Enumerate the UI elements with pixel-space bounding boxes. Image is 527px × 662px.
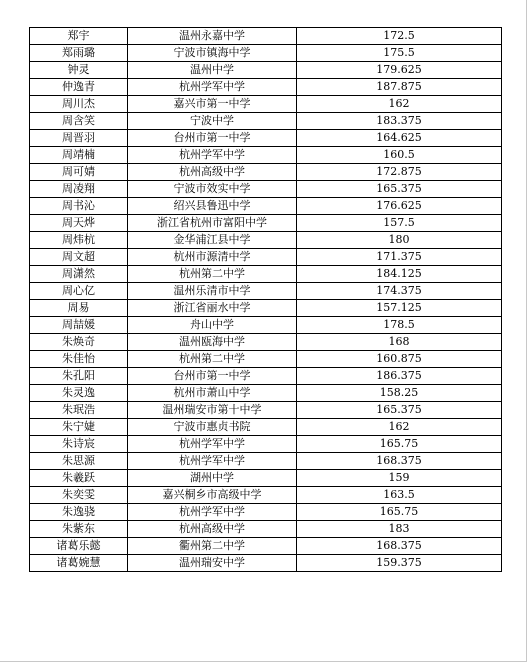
- score-cell: 180: [297, 232, 502, 249]
- name-cell: 朱诗宸: [30, 436, 128, 453]
- name-cell: 郑雨璐: [30, 45, 128, 62]
- name-cell: 周靖楠: [30, 147, 128, 164]
- score-cell: 158.25: [297, 385, 502, 402]
- name-cell: 诸葛婉慧: [30, 555, 128, 572]
- name-cell: 周晋羽: [30, 130, 128, 147]
- name-cell: 朱羲跃: [30, 470, 128, 487]
- score-cell: 168: [297, 334, 502, 351]
- school-cell: 浙江省杭州市富阳中学: [128, 215, 297, 232]
- table-row: [30, 113, 502, 130]
- school-cell: 衢州第二中学: [128, 538, 297, 555]
- score-table: [29, 27, 502, 572]
- school-cell: 杭州学军中学: [128, 147, 297, 164]
- name-cell: 朱逸骁: [30, 504, 128, 521]
- score-cell: 174.375: [297, 283, 502, 300]
- name-cell: 周凌翔: [30, 181, 128, 198]
- name-cell: 朱焕奇: [30, 334, 128, 351]
- school-cell: 温州乐清市中学: [128, 283, 297, 300]
- score-cell: 168.375: [297, 538, 502, 555]
- table-row: [30, 487, 502, 504]
- score-cell: 157.125: [297, 300, 502, 317]
- score-cell: 162: [297, 96, 502, 113]
- table-row: [30, 45, 502, 62]
- name-cell: 周川杰: [30, 96, 128, 113]
- table-row: [30, 470, 502, 487]
- school-cell: 温州瑞安中学: [128, 555, 297, 572]
- score-cell: 186.375: [297, 368, 502, 385]
- school-cell: 杭州市萧山中学: [128, 385, 297, 402]
- score-cell: 165.75: [297, 504, 502, 521]
- name-cell: 周炜杭: [30, 232, 128, 249]
- name-cell: 朱灵逸: [30, 385, 128, 402]
- school-cell: 宁波市效实中学: [128, 181, 297, 198]
- name-cell: 朱紫东: [30, 521, 128, 538]
- score-cell: 159.375: [297, 555, 502, 572]
- name-cell: 朱奕雯: [30, 487, 128, 504]
- name-cell: 周喆媛: [30, 317, 128, 334]
- score-cell: 179.625: [297, 62, 502, 79]
- table-row: [30, 521, 502, 538]
- score-cell: 160.875: [297, 351, 502, 368]
- score-cell: 165.375: [297, 402, 502, 419]
- score-cell: 172.5: [297, 28, 502, 45]
- score-cell: 178.5: [297, 317, 502, 334]
- score-cell: 171.375: [297, 249, 502, 266]
- table-row: [30, 215, 502, 232]
- name-cell: 朱佳怡: [30, 351, 128, 368]
- school-cell: 浙江省丽水中学: [128, 300, 297, 317]
- school-cell: 嘉兴桐乡市高级中学: [128, 487, 297, 504]
- table-row: [30, 283, 502, 300]
- school-cell: 杭州学军中学: [128, 453, 297, 470]
- score-cell: 168.375: [297, 453, 502, 470]
- school-cell: 温州瓯海中学: [128, 334, 297, 351]
- school-cell: 宁波市镇海中学: [128, 45, 297, 62]
- score-cell: 172.875: [297, 164, 502, 181]
- score-cell: 187.875: [297, 79, 502, 96]
- score-cell: 157.5: [297, 215, 502, 232]
- name-cell: 周书沁: [30, 198, 128, 215]
- table-row: [30, 300, 502, 317]
- name-cell: 郑宇: [30, 28, 128, 45]
- table-row: [30, 504, 502, 521]
- table-row: [30, 164, 502, 181]
- name-cell: 朱珉浩: [30, 402, 128, 419]
- school-cell: 湖州中学: [128, 470, 297, 487]
- score-cell: 162: [297, 419, 502, 436]
- table-row: [30, 317, 502, 334]
- school-cell: 温州中学: [128, 62, 297, 79]
- school-cell: 宁波市惠贞书院: [128, 419, 297, 436]
- school-cell: 杭州第二中学: [128, 351, 297, 368]
- score-cell: 175.5: [297, 45, 502, 62]
- score-cell: 159: [297, 470, 502, 487]
- score-cell: 165.375: [297, 181, 502, 198]
- score-cell: 176.625: [297, 198, 502, 215]
- name-cell: 周心亿: [30, 283, 128, 300]
- table-row: [30, 96, 502, 113]
- score-cell: 164.625: [297, 130, 502, 147]
- name-cell: 周易: [30, 300, 128, 317]
- name-cell: 仲逸青: [30, 79, 128, 96]
- score-cell: 165.75: [297, 436, 502, 453]
- school-cell: 杭州学军中学: [128, 79, 297, 96]
- name-cell: 钟灵: [30, 62, 128, 79]
- table-row: [30, 232, 502, 249]
- table-row: [30, 555, 502, 572]
- school-cell: 绍兴县鲁迅中学: [128, 198, 297, 215]
- table-row: [30, 130, 502, 147]
- score-cell: 163.5: [297, 487, 502, 504]
- school-cell: 舟山中学: [128, 317, 297, 334]
- table-row: [30, 198, 502, 215]
- score-cell: 183.375: [297, 113, 502, 130]
- name-cell: 周文超: [30, 249, 128, 266]
- school-cell: 嘉兴市第一中学: [128, 96, 297, 113]
- table-row: [30, 181, 502, 198]
- table-row: [30, 249, 502, 266]
- table-row: [30, 453, 502, 470]
- school-cell: 台州市第一中学: [128, 130, 297, 147]
- score-table-body: [30, 28, 502, 572]
- table-row: [30, 538, 502, 555]
- table-row: [30, 419, 502, 436]
- school-cell: 金华浦江县中学: [128, 232, 297, 249]
- table-row: [30, 351, 502, 368]
- school-cell: 温州永嘉中学: [128, 28, 297, 45]
- table-row: [30, 436, 502, 453]
- school-cell: 杭州学军中学: [128, 436, 297, 453]
- score-cell: 183: [297, 521, 502, 538]
- table-row: [30, 79, 502, 96]
- name-cell: 周含笑: [30, 113, 128, 130]
- table-row: [30, 334, 502, 351]
- name-cell: 周潇然: [30, 266, 128, 283]
- name-cell: 朱思源: [30, 453, 128, 470]
- table-row: [30, 385, 502, 402]
- table-row: [30, 368, 502, 385]
- score-cell: 184.125: [297, 266, 502, 283]
- table-row: [30, 147, 502, 164]
- table-row: [30, 62, 502, 79]
- name-cell: 周天烨: [30, 215, 128, 232]
- school-cell: 杭州市源清中学: [128, 249, 297, 266]
- table-row: [30, 402, 502, 419]
- name-cell: 朱宁婕: [30, 419, 128, 436]
- table-row: [30, 28, 502, 45]
- table-row: [30, 266, 502, 283]
- school-cell: 杭州第二中学: [128, 266, 297, 283]
- name-cell: 诸葛乐懿: [30, 538, 128, 555]
- name-cell: 周可婧: [30, 164, 128, 181]
- name-cell: 朱孔阳: [30, 368, 128, 385]
- school-cell: 杭州学军中学: [128, 504, 297, 521]
- school-cell: 杭州高级中学: [128, 521, 297, 538]
- school-cell: 温州瑞安市第十中学: [128, 402, 297, 419]
- school-cell: 杭州高级中学: [128, 164, 297, 181]
- school-cell: 宁波中学: [128, 113, 297, 130]
- school-cell: 台州市第一中学: [128, 368, 297, 385]
- score-cell: 160.5: [297, 147, 502, 164]
